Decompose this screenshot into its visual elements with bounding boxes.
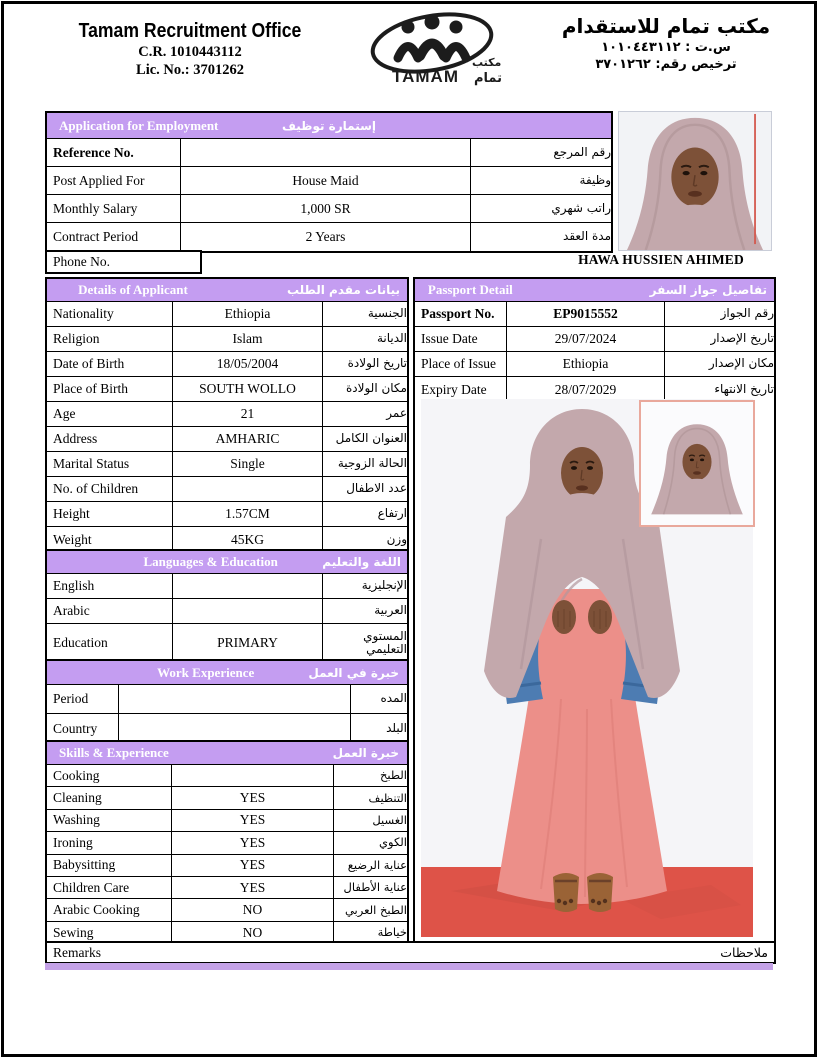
field-label: Babysitting	[47, 855, 172, 876]
applicant-photo-cell	[413, 399, 776, 941]
field-label: Arabic	[47, 599, 173, 623]
field-label-arabic: رقم الجواز	[720, 306, 774, 321]
applicant-headshot-photo	[639, 400, 755, 527]
footer-bar	[45, 963, 773, 970]
field-value: NO	[172, 922, 334, 944]
field-label-arabic: راتب شهري	[551, 200, 611, 215]
field-label: Monthly Salary	[47, 195, 181, 222]
table-row	[47, 167, 611, 195]
table-row	[47, 899, 407, 921]
work-section-header	[47, 661, 407, 685]
remarks-row	[45, 941, 776, 964]
field-label: Weight	[47, 527, 173, 552]
field-label-arabic: الطبخ	[379, 768, 407, 783]
field-value	[173, 477, 323, 501]
table-row	[47, 624, 407, 662]
field-label-arabic: عناية الرضيع	[347, 857, 407, 872]
phone-number-field: Phone No.	[45, 250, 202, 274]
field-value: YES	[172, 832, 334, 853]
section-title-arabic: خبرة العمل	[332, 746, 399, 760]
field-value: 18/05/2004	[173, 352, 323, 376]
field-label-arabic: الحالة الزوجية	[337, 456, 407, 471]
field-value: NO	[172, 899, 334, 920]
table-row	[47, 427, 407, 452]
field-label: Marital Status	[47, 452, 173, 476]
field-label: Address	[47, 427, 173, 451]
field-value: AMHARIC	[173, 427, 323, 451]
field-label-arabic: خياطة	[377, 925, 407, 940]
field-value: YES	[172, 810, 334, 831]
table-row	[47, 685, 407, 714]
table-row	[47, 477, 407, 502]
field-value	[173, 599, 323, 623]
field-label-arabic: مكان الولادة	[345, 381, 407, 396]
passport-section-header	[415, 279, 774, 302]
table-row	[47, 302, 407, 327]
table-row	[47, 502, 407, 527]
headshot-photo-image	[641, 402, 753, 525]
field-label: No. of Children	[47, 477, 173, 501]
section-title-arabic: بيانات مقدم الطلب	[286, 283, 400, 297]
passport-detail-table	[413, 277, 776, 404]
logo-arabic-word-1: مكتب	[472, 56, 502, 69]
languages-section-header	[47, 551, 407, 574]
field-label-arabic: ارتفاع	[377, 506, 407, 521]
field-value: 29/07/2024	[507, 327, 665, 351]
portrait-photo-image	[619, 112, 771, 250]
field-value: 1.57CM	[173, 502, 323, 526]
table-row	[47, 452, 407, 477]
section-title-english: Languages & Education	[143, 554, 278, 569]
field-label-arabic: البلد	[386, 720, 407, 735]
field-label-arabic: مدة العقد	[563, 229, 611, 244]
field-label: Place of Birth	[47, 377, 173, 401]
table-row	[47, 855, 407, 877]
table-row	[47, 832, 407, 854]
field-label: Post Applied For	[47, 167, 181, 194]
applicant-name: HAWA HUSSIEN AHIMED	[578, 252, 744, 267]
field-value: 21	[173, 402, 323, 426]
table-row	[415, 302, 774, 327]
field-value	[172, 765, 334, 786]
field-value: House Maid	[181, 167, 471, 194]
field-value: 45KG	[173, 527, 323, 552]
field-value: YES	[172, 877, 334, 898]
field-value: 1,000 SR	[181, 195, 471, 222]
field-label: Reference No.	[47, 139, 181, 166]
field-label: Date of Birth	[47, 352, 173, 376]
field-value	[173, 574, 323, 598]
table-row	[47, 574, 407, 599]
field-label: Period	[47, 685, 119, 713]
office-name-english: Tamam Recruitment Office	[78, 20, 302, 42]
section-title-arabic: اللغة والتعليم	[322, 555, 401, 569]
field-label-arabic: تاريخ الإصدار	[710, 331, 774, 346]
office-name-arabic: مكتب تمام للاستقدام	[561, 14, 771, 38]
tamam-logo-icon	[360, 10, 510, 90]
table-row	[47, 377, 407, 402]
field-label-arabic: عناية الأطفال	[343, 880, 407, 895]
field-label: Education	[47, 624, 173, 662]
field-label: Passport No.	[415, 302, 507, 326]
field-value: YES	[172, 855, 334, 876]
table-row	[415, 352, 774, 377]
field-label-arabic: الإنجليزية	[361, 578, 407, 593]
field-label-arabic: الطبخ العربي	[344, 902, 407, 917]
field-value: Islam	[173, 327, 323, 351]
field-label-arabic: مكان الإصدار	[708, 356, 774, 371]
table-row	[47, 877, 407, 899]
table-row	[47, 810, 407, 832]
field-label-arabic: الجنسية	[367, 306, 407, 321]
field-value: EP9015552	[507, 302, 665, 326]
field-label-arabic: الكوي	[379, 835, 407, 850]
table-row	[47, 223, 611, 251]
languages-education-table	[45, 549, 409, 664]
field-label: Place of Issue	[415, 352, 507, 376]
field-label-arabic: التنظيف	[368, 790, 407, 805]
commercial-record-arabic: س.ت : ١٠١٠٤٤٣١١٢	[601, 40, 731, 55]
field-label-arabic: وظيفة	[579, 172, 611, 187]
field-label: Arabic Cooking	[47, 899, 172, 920]
field-label-arabic: المده	[380, 691, 407, 706]
license-number-arabic: ترخيص رقم: ٣٧٠١٢٦٢	[595, 57, 737, 72]
skills-section-header	[47, 742, 407, 765]
field-label: Height	[47, 502, 173, 526]
remarks-label-arabic: ملاحظات	[720, 945, 768, 960]
field-label: Washing	[47, 810, 172, 831]
office-header-arabic	[530, 14, 802, 72]
logo-text: TAMAM	[392, 67, 459, 86]
table-row	[47, 402, 407, 427]
field-label-arabic: العنوان الكامل	[335, 431, 407, 446]
field-value: Ethiopia	[173, 302, 323, 326]
table-row	[47, 352, 407, 377]
field-value: PRIMARY	[173, 624, 323, 662]
table-row	[47, 599, 407, 624]
commercial-record-english: C.R. 1010443112	[138, 44, 242, 60]
field-label: Cleaning	[47, 787, 172, 808]
table-row	[415, 327, 774, 352]
field-label-arabic: تاريخ الانتهاء	[714, 381, 774, 396]
section-title-arabic: إستمارة توظيف	[281, 118, 377, 133]
table-row	[47, 327, 407, 352]
field-value	[119, 685, 351, 713]
table-row	[47, 765, 407, 787]
table-row	[47, 714, 407, 743]
field-value: SOUTH WOLLO	[173, 377, 323, 401]
field-label: Sewing	[47, 922, 172, 944]
license-number-english: Lic. No.: 3701262	[136, 62, 244, 78]
table-row	[47, 195, 611, 223]
field-label: Expiry Date	[415, 377, 507, 402]
section-title-english: Skills & Experience	[59, 745, 169, 760]
field-value: 28/07/2029	[507, 377, 665, 402]
logo-arabic-word-2: تمام	[474, 71, 503, 86]
field-label: Nationality	[47, 302, 173, 326]
field-value	[181, 139, 471, 166]
field-label-arabic: الديانة	[376, 331, 407, 346]
field-label: Religion	[47, 327, 173, 351]
employment-section-header	[47, 113, 611, 139]
field-label: Issue Date	[415, 327, 507, 351]
section-title-english: Details of Applicant	[78, 282, 188, 297]
section-title-arabic: تفاصيل جواز السفر	[649, 283, 767, 297]
field-value: Ethiopia	[507, 352, 665, 376]
field-label: Contract Period	[47, 223, 181, 251]
field-label-arabic: عدد الاطفال	[346, 481, 407, 496]
photo-red-line	[754, 114, 756, 244]
field-value: Single	[173, 452, 323, 476]
field-label: Cooking	[47, 765, 172, 786]
table-row	[47, 139, 611, 167]
applicant-details-table	[45, 277, 409, 554]
skills-experience-table	[45, 740, 409, 946]
field-label: Children Care	[47, 877, 172, 898]
section-title-arabic: خبرة في العمل	[308, 665, 399, 680]
field-label-arabic: العربية	[374, 603, 407, 618]
employment-application-table	[45, 111, 613, 253]
office-header-english	[55, 20, 325, 79]
field-label: Country	[47, 714, 119, 743]
remarks-label: Remarks	[53, 944, 101, 960]
field-label: Age	[47, 402, 173, 426]
section-title-english: Passport Detail	[427, 282, 513, 297]
field-value: YES	[172, 787, 334, 808]
applicant-portrait-photo	[618, 111, 772, 251]
work-experience-table	[45, 659, 409, 745]
field-label: English	[47, 574, 173, 598]
field-value: 2 Years	[181, 223, 471, 251]
field-label-arabic: الغسيل	[372, 813, 407, 828]
field-value	[119, 714, 351, 743]
field-label-arabic: وزن	[386, 531, 407, 546]
section-title-english: Work Experience	[157, 664, 255, 680]
field-label: Ironing	[47, 832, 172, 853]
table-row	[47, 787, 407, 809]
field-label-arabic: عمر	[386, 406, 407, 421]
field-label-arabic: تاريخ الولادة	[347, 356, 407, 371]
field-label-arabic: رقم المرجع	[553, 144, 611, 159]
field-label-arabic: المستوي التعليمي	[363, 628, 407, 656]
section-title-english: Application for Employment	[59, 117, 219, 133]
